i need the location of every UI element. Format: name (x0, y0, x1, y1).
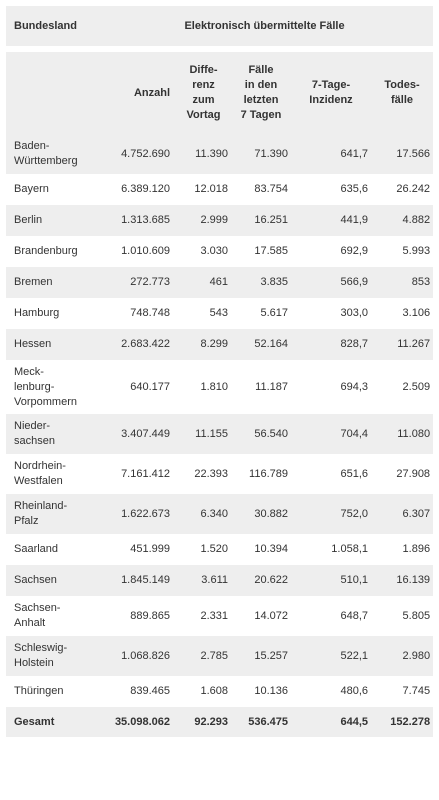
cell-todesfaelle: 4.882 (371, 205, 433, 236)
cell-anzahl: 839.465 (96, 676, 176, 707)
cell-anzahl: 2.683.422 (96, 329, 176, 360)
cell-differenz: 2.785 (176, 636, 231, 676)
cell-differenz: 2.331 (176, 596, 231, 636)
cell-state: Saarland (6, 534, 96, 565)
cell-inzidenz: 480,6 (291, 676, 371, 707)
cell-state: Bayern (6, 174, 96, 205)
cell-inzidenz: 522,1 (291, 636, 371, 676)
cell-anzahl: 1.010.609 (96, 236, 176, 267)
cell-anzahl: 889.865 (96, 596, 176, 636)
header-faelle-7-tage: Fälle in den letzten 7 Tagen (231, 52, 291, 134)
cell-inzidenz: 692,9 (291, 236, 371, 267)
case-table-container (6, 6, 433, 737)
cell-inzidenz: 648,7 (291, 596, 371, 636)
cell-faelle-7-tage: 10.136 (231, 676, 291, 707)
cell-differenz: 3.611 (176, 565, 231, 596)
cell-anzahl: 1.313.685 (96, 205, 176, 236)
total-cell-inzidenz: 644,5 (291, 707, 371, 737)
table-row (6, 414, 433, 454)
cell-faelle-7-tage: 83.754 (231, 174, 291, 205)
cell-todesfaelle: 2.509 (371, 360, 433, 414)
cell-anzahl: 272.773 (96, 267, 176, 298)
cell-todesfaelle: 7.745 (371, 676, 433, 707)
cell-todesfaelle: 5.805 (371, 596, 433, 636)
table-row (6, 360, 433, 414)
cell-anzahl: 1.845.149 (96, 565, 176, 596)
cell-differenz: 1.810 (176, 360, 231, 414)
cell-state: Brandenburg (6, 236, 96, 267)
cell-inzidenz: 641,7 (291, 134, 371, 174)
total-cell-todesfaelle: 152.278 (371, 707, 433, 737)
cell-anzahl: 1.068.826 (96, 636, 176, 676)
cell-faelle-7-tage: 5.617 (231, 298, 291, 329)
cell-todesfaelle: 26.242 (371, 174, 433, 205)
case-table (6, 6, 433, 737)
header-row-top (6, 6, 433, 46)
cell-inzidenz: 441,9 (291, 205, 371, 236)
cell-state: Thüringen (6, 676, 96, 707)
cell-anzahl: 6.389.120 (96, 174, 176, 205)
cell-todesfaelle: 17.566 (371, 134, 433, 174)
cell-faelle-7-tage: 3.835 (231, 267, 291, 298)
table-row (6, 134, 433, 174)
cell-inzidenz: 704,4 (291, 414, 371, 454)
cell-state: Baden- Württemberg (6, 134, 96, 174)
total-cell-faelle-7-tage: 536.475 (231, 707, 291, 737)
cell-inzidenz: 694,3 (291, 360, 371, 414)
table-row (6, 596, 433, 636)
table-row (6, 205, 433, 236)
cell-todesfaelle: 3.106 (371, 298, 433, 329)
cell-inzidenz: 303,0 (291, 298, 371, 329)
total-label: Gesamt (6, 707, 96, 737)
cell-todesfaelle: 5.993 (371, 236, 433, 267)
cell-faelle-7-tage: 30.882 (231, 494, 291, 534)
cell-todesfaelle: 27.908 (371, 454, 433, 494)
table-row (6, 534, 433, 565)
cell-faelle-7-tage: 17.585 (231, 236, 291, 267)
cell-state: Hamburg (6, 298, 96, 329)
cell-anzahl: 3.407.449 (96, 414, 176, 454)
header-differenz: Diffe- renz zum Vortag (176, 52, 231, 134)
cell-faelle-7-tage: 20.622 (231, 565, 291, 596)
table-row (6, 454, 433, 494)
total-cell-differenz: 92.293 (176, 707, 231, 737)
total-row (6, 707, 433, 737)
cell-anzahl: 7.161.412 (96, 454, 176, 494)
cell-anzahl: 451.999 (96, 534, 176, 565)
cell-state: Bremen (6, 267, 96, 298)
cell-inzidenz: 566,9 (291, 267, 371, 298)
cell-todesfaelle: 16.139 (371, 565, 433, 596)
cell-inzidenz: 752,0 (291, 494, 371, 534)
cell-todesfaelle: 2.980 (371, 636, 433, 676)
cell-state: Berlin (6, 205, 96, 236)
table-row (6, 636, 433, 676)
cell-state: Nieder- sachsen (6, 414, 96, 454)
cell-differenz: 2.999 (176, 205, 231, 236)
table-row (6, 236, 433, 267)
table-row (6, 676, 433, 707)
table-row (6, 494, 433, 534)
cell-faelle-7-tage: 52.164 (231, 329, 291, 360)
header-state: Bundesland (6, 6, 96, 46)
cell-faelle-7-tage: 16.251 (231, 205, 291, 236)
cell-state: Sachsen- Anhalt (6, 596, 96, 636)
header-group-title: Elektronisch übermittelte Fälle (96, 6, 433, 46)
cell-state: Sachsen (6, 565, 96, 596)
cell-differenz: 12.018 (176, 174, 231, 205)
cell-inzidenz: 635,6 (291, 174, 371, 205)
total-cell-anzahl: 35.098.062 (96, 707, 176, 737)
cell-faelle-7-tage: 15.257 (231, 636, 291, 676)
cell-inzidenz: 651,6 (291, 454, 371, 494)
cell-differenz: 11.155 (176, 414, 231, 454)
cell-differenz: 11.390 (176, 134, 231, 174)
header-inzidenz: 7-Tage- Inzidenz (291, 52, 371, 134)
table-row (6, 329, 433, 360)
cell-todesfaelle: 6.307 (371, 494, 433, 534)
cell-faelle-7-tage: 56.540 (231, 414, 291, 454)
cell-anzahl: 640.177 (96, 360, 176, 414)
cell-state: Schleswig- Holstein (6, 636, 96, 676)
cell-differenz: 1.608 (176, 676, 231, 707)
cell-state: Rheinland- Pfalz (6, 494, 96, 534)
cell-anzahl: 1.622.673 (96, 494, 176, 534)
cell-todesfaelle: 853 (371, 267, 433, 298)
cell-faelle-7-tage: 11.187 (231, 360, 291, 414)
cell-state: Hessen (6, 329, 96, 360)
cell-inzidenz: 1.058,1 (291, 534, 371, 565)
cell-faelle-7-tage: 71.390 (231, 134, 291, 174)
cell-differenz: 22.393 (176, 454, 231, 494)
table-row (6, 298, 433, 329)
header-state-empty (6, 52, 96, 134)
cell-inzidenz: 510,1 (291, 565, 371, 596)
cell-inzidenz: 828,7 (291, 329, 371, 360)
cell-todesfaelle: 1.896 (371, 534, 433, 565)
header-anzahl: Anzahl (96, 52, 176, 134)
cell-state: Meck- lenburg- Vorpommern (6, 360, 96, 414)
cell-differenz: 461 (176, 267, 231, 298)
cell-todesfaelle: 11.267 (371, 329, 433, 360)
header-todesfaelle: Todes- fälle (371, 52, 433, 134)
table-row (6, 565, 433, 596)
cell-anzahl: 4.752.690 (96, 134, 176, 174)
cell-faelle-7-tage: 116.789 (231, 454, 291, 494)
cell-anzahl: 748.748 (96, 298, 176, 329)
table-row (6, 174, 433, 205)
header-row-columns (6, 52, 433, 134)
cell-state: Nordrhein- Westfalen (6, 454, 96, 494)
cell-todesfaelle: 11.080 (371, 414, 433, 454)
cell-differenz: 6.340 (176, 494, 231, 534)
cell-differenz: 1.520 (176, 534, 231, 565)
table-body (6, 134, 433, 737)
cell-faelle-7-tage: 10.394 (231, 534, 291, 565)
cell-differenz: 3.030 (176, 236, 231, 267)
cell-differenz: 8.299 (176, 329, 231, 360)
cell-differenz: 543 (176, 298, 231, 329)
cell-faelle-7-tage: 14.072 (231, 596, 291, 636)
table-row (6, 267, 433, 298)
